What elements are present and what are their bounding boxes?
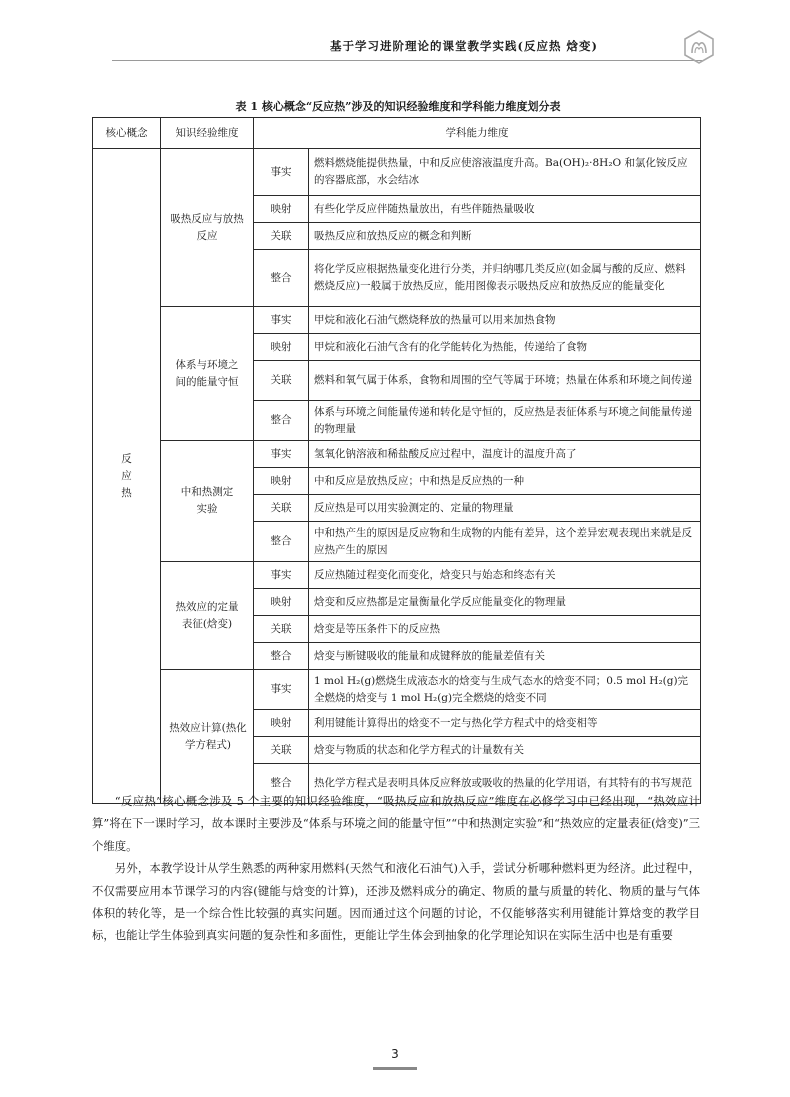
level-cell: 整合 [254, 522, 309, 562]
dimension-cell [161, 149, 254, 307]
level-cell: 事实 [254, 441, 309, 468]
concept-cell [93, 149, 161, 804]
content-cell: 焓变与物质的状态和化学方程式的计量数有关 [309, 737, 701, 764]
content-cell: 体系与环境之间能量传递和转化是守恒的，反应热是表征体系与环境之间能量传递的物理量 [309, 401, 701, 441]
dimension-label: 热效应计算(热化学方程式) [169, 721, 247, 751]
content-cell: 利用键能计算得出的焓变不一定与热化学方程式中的焓变相等 [309, 710, 701, 737]
level-cell: 关联 [254, 361, 309, 401]
content-cell: 吸热反应和放热反应的概念和判断 [309, 223, 701, 250]
level-cell: 整合 [254, 250, 309, 307]
content-cell: 甲烷和液化石油气燃烧释放的热量可以用来加热食物 [309, 307, 701, 334]
concept-table [92, 117, 700, 804]
content-cell: 1 mol H₂(g)燃烧生成液态水的焓变与生成气态水的焓变不同；0.5 mol H₂(g)完全燃烧的焓变与 1 mol H₂(g)完全燃烧的焓变不同 [309, 670, 701, 710]
content-cell: 热化学方程式是表明具体反应释放或吸收的热量的化学用语，有其特有的书写规范 [309, 764, 701, 804]
content-cell: 中和热产生的原因是反应物和生成物的内能有差异，这个差异宏观表现出来就是反应热产生的原因 [309, 522, 701, 562]
table-caption: 表 1 核心概念“反应热”涉及的知识经验维度和学科能力维度划分表 [235, 100, 561, 113]
body-text [92, 790, 700, 947]
table-row [93, 441, 701, 468]
content-cell: 中和反应是放热反应；中和热是反应热的一种 [309, 468, 701, 495]
running-title: 基于学习进阶理论的课堂教学实践(反应热 焓变) [330, 39, 598, 53]
page-number: 3 [391, 1047, 399, 1061]
level-cell: 关联 [254, 616, 309, 643]
dimension-cell [161, 307, 254, 441]
body-paragraph: “反应热”核心概念涉及 5 个主要的知识经验维度，“吸热反应和放热反应”维度在必修学习中已经出现，“热效应计算”将在下一课时学习，故本课时主要涉及“体系与环境之间的能量守恒”“中和热测定实验”和“热效应的定量表征(焓变)”三个维度。 [92, 794, 700, 853]
content-cell: 有些化学反应伴随热量放出，有些伴随热量吸收 [309, 196, 701, 223]
dimension-label: 中和热测定实验 [180, 486, 234, 515]
dimension-label: 吸热反应与放热反应 [170, 212, 244, 242]
table-row [93, 670, 701, 710]
body-paragraph: 另外，本教学设计从学生熟悉的两种家用燃料(天然气和液化石油气)入手，尝试分析哪种燃料更为经济。此过程中，不仅需要应用本节课学习的内容(键能与焓变的计算)，还涉及燃料成分的确定、物质的量与质量的转化、物质的量与气体体积的转化等，是一个综合性比较强的真实问题。因而通过这个问题的讨论，不仅能够落实利用键能计算焓变的教学目标，也能让学生体验到真实问题的复杂性和多面性，更能让学生体会到抽象的化学理论知识在实际生活中也是有重要 [92, 861, 700, 943]
level-cell: 映射 [254, 468, 309, 495]
content-cell: 氢氧化钠溶液和稀盐酸反应过程中，温度计的温度升高了 [309, 441, 701, 468]
level-cell: 事实 [254, 670, 309, 710]
dimension-cell [161, 670, 254, 804]
level-cell: 映射 [254, 196, 309, 223]
dimension-label: 体系与环境之间的能量守恒 [175, 358, 239, 388]
header-cell-ability: 学科能力维度 [254, 118, 701, 149]
level-cell: 映射 [254, 710, 309, 737]
header-cell-concept: 核心概念 [93, 118, 161, 149]
content-cell: 燃料燃烧能提供热量，中和反应使溶液温度升高。Ba(OH)₂·8H₂O 和氯化铵反应的容器底部，水会结冰 [309, 149, 701, 196]
header-rule [112, 60, 702, 61]
level-cell: 关联 [254, 223, 309, 250]
content-cell: 甲烷和液化石油气含有的化学能转化为热能，传递给了食物 [309, 334, 701, 361]
table-row [93, 307, 701, 334]
publisher-logo-icon [682, 30, 716, 64]
dimension-cell [161, 441, 254, 562]
level-cell: 整合 [254, 643, 309, 670]
table-row [93, 149, 701, 196]
level-cell: 事实 [254, 307, 309, 334]
level-cell: 事实 [254, 562, 309, 589]
content-cell: 将化学反应根据热量变化进行分类，并归纳哪几类反应(如金属与酸的反应、燃料燃烧反应)一般属于放热反应，能用图像表示吸热反应和放热反应的能量变化 [309, 250, 701, 307]
dimension-cell [161, 562, 254, 670]
content-cell: 燃料和氧气属于体系，食物和周围的空气等属于环境；热量在体系和环境之间传递 [309, 361, 701, 401]
content-cell: 反应热是可以用实验测定的、定量的物理量 [309, 495, 701, 522]
level-cell: 整合 [254, 401, 309, 441]
concept-grid [92, 117, 701, 804]
level-cell: 关联 [254, 495, 309, 522]
content-cell: 焓变是等压条件下的反应热 [309, 616, 701, 643]
level-cell: 事实 [254, 149, 309, 196]
level-cell: 映射 [254, 589, 309, 616]
level-cell: 整合 [254, 764, 309, 804]
table-header-row [93, 118, 701, 149]
content-cell: 焓变和反应热都是定量衡量化学反应能量变化的物理量 [309, 589, 701, 616]
content-cell: 反应热随过程变化而变化，焓变只与始态和终态有关 [309, 562, 701, 589]
level-cell: 映射 [254, 334, 309, 361]
content-cell: 焓变与断键吸收的能量和成键释放的能量差值有关 [309, 643, 701, 670]
table-row [93, 562, 701, 589]
level-cell: 关联 [254, 737, 309, 764]
header-cell-dimension: 知识经验维度 [161, 118, 254, 149]
dimension-label: 热效应的定量表征(焓变) [175, 600, 239, 630]
page-number-underline [373, 1067, 417, 1070]
concept-label: 反应热 [121, 452, 132, 499]
